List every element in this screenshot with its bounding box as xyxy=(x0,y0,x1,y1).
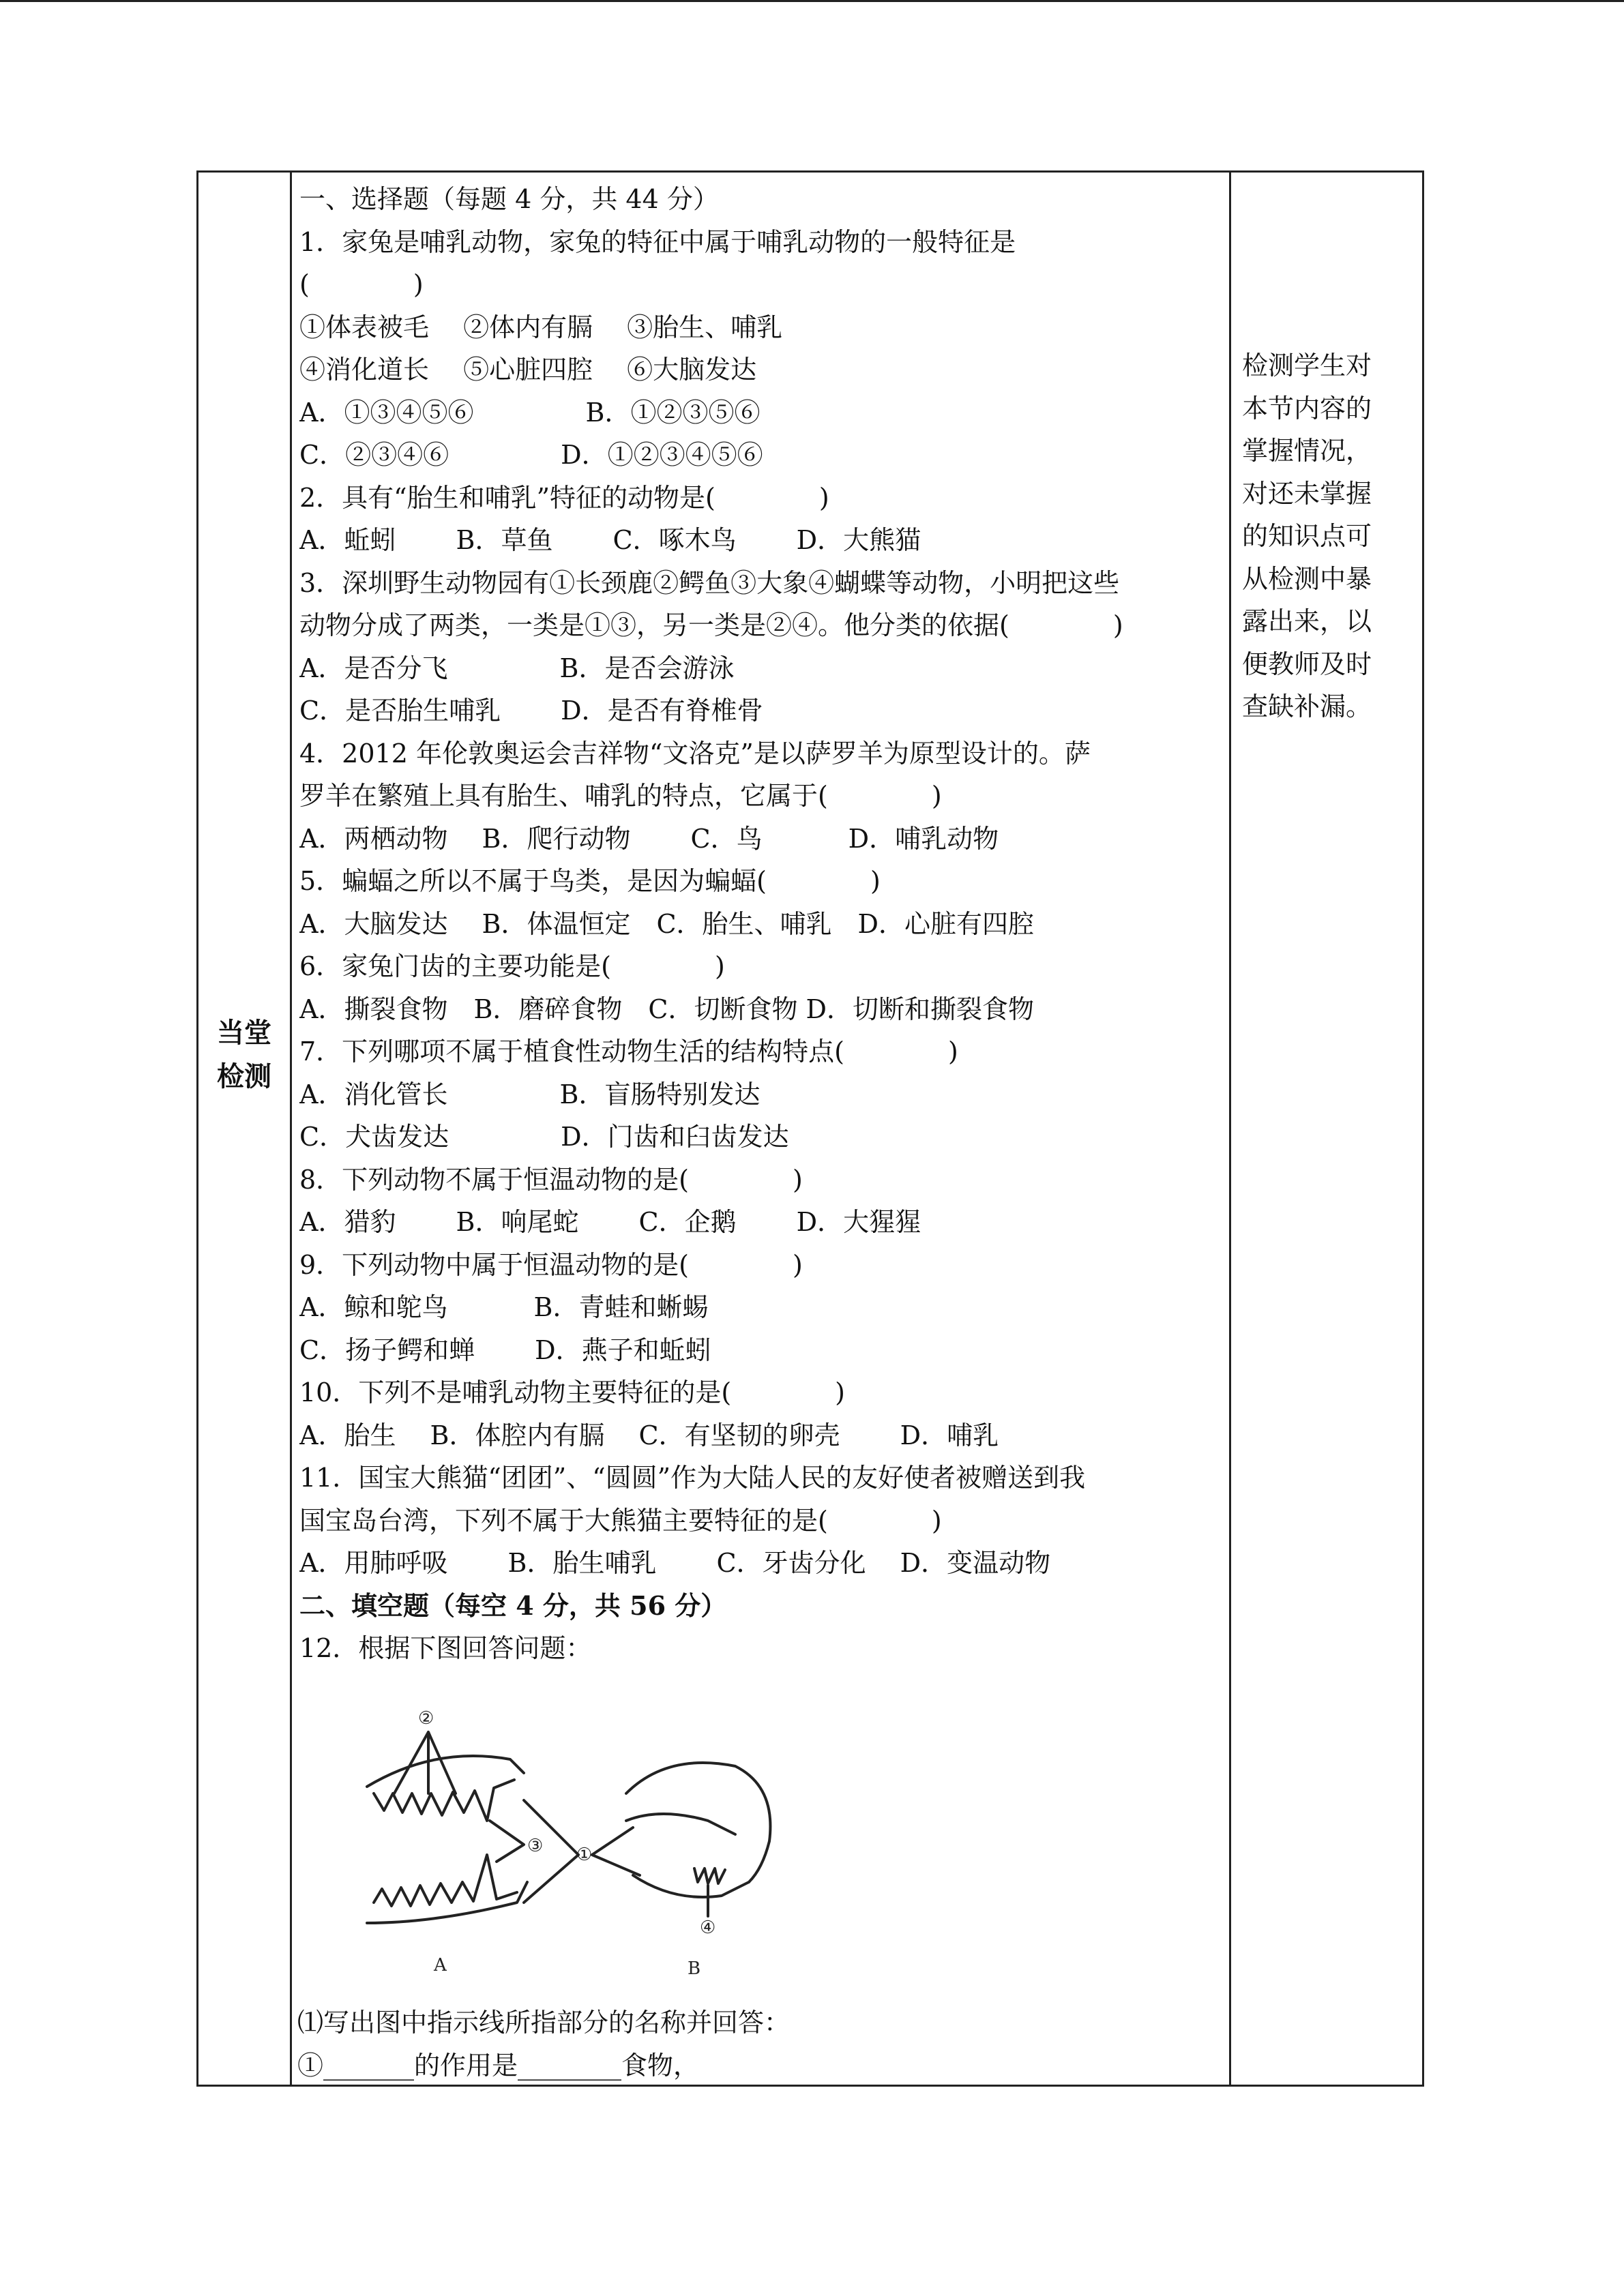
text-line: A．是否分飞 B．是否会游泳 xyxy=(299,653,735,683)
molars-b xyxy=(694,1868,725,1883)
after-figure-content xyxy=(297,2001,1222,2087)
text-line: 7．下列哪项不属于植食性动物生活的结构特点( ) xyxy=(299,1037,958,1067)
text-line: ( ) xyxy=(299,269,424,299)
note-line: 检测学生对 xyxy=(1242,351,1372,381)
column-divider-left xyxy=(290,173,292,2085)
text-line: A．两栖动物 B．爬行动物 C．鸟 D．哺乳动物 xyxy=(299,823,999,854)
text-line: 8．下列动物不属于恒温动物的是( ) xyxy=(299,1164,803,1195)
text-line: A．鲸和鸵鸟 B．青蛙和蜥蜴 xyxy=(299,1292,709,1322)
text-line: 动物分成了两类，一类是①③，另一类是②④。他分类的依据( ) xyxy=(299,610,1123,640)
text-line: A．蚯蚓 B．草鱼 C．啄木鸟 D．大熊猫 xyxy=(299,525,921,555)
text-line: A．胎生 B．体腔内有膈 C．有坚韧的卵壳 D．哺乳 xyxy=(299,1420,999,1450)
note-line: 露出来，以 xyxy=(1242,606,1372,636)
text-line: 一、选择题（每题 4 分，共 44 分） xyxy=(299,184,719,214)
leader-3 xyxy=(490,1821,524,1862)
note-lines xyxy=(1242,344,1417,728)
note-line: 便教师及时 xyxy=(1242,648,1372,679)
quiz-content xyxy=(299,178,1224,1670)
text-line: A．①③④⑤⑥ B．①②③⑤⑥ xyxy=(299,397,761,428)
teeth-figure xyxy=(353,1698,790,1984)
section-label-top: 当堂 xyxy=(217,1017,271,1049)
text-line: 11．国宝大熊猫“团团”、“圆圆”作为大陆人民的友好使者被赠送到我 xyxy=(299,1463,1086,1493)
text-line: 2．具有“胎生和哺乳”特征的动物是( ) xyxy=(299,482,829,513)
text-line: C．是否胎生哺乳 D．是否有脊椎骨 xyxy=(299,696,763,726)
text-line: 12．根据下图回答问题： xyxy=(299,1633,592,1663)
text-line: 4．2012 年伦敦奥运会吉祥物“文洛克”是以萨罗羊为原型设计的。萨 xyxy=(299,738,1091,769)
lower-jaw-b xyxy=(633,1875,749,1897)
marker-1: ① xyxy=(576,1845,593,1865)
label-b: B xyxy=(688,1958,701,1979)
text-line: A．撕裂食物 B．磨碎食物 C．切断食物 D．切断和撕裂食物 xyxy=(299,994,1034,1024)
section-label xyxy=(198,1011,290,1099)
text-line: A．用肺呼吸 B．胎生哺乳 C．牙齿分化 D．变温动物 xyxy=(299,1548,1051,1578)
note-line: 掌握情况， xyxy=(1242,436,1372,466)
note-line: 本节内容的 xyxy=(1242,393,1372,423)
note-line: 的知识点可 xyxy=(1242,521,1372,551)
text-line: 9．下列动物中属于恒温动物的是( ) xyxy=(299,1249,803,1280)
marker-3: ③ xyxy=(527,1836,544,1856)
marker-4: ④ xyxy=(700,1918,716,1938)
note-line: 对还未掌握 xyxy=(1242,478,1372,509)
label-a: A xyxy=(434,1955,447,1976)
marker-2: ② xyxy=(418,1708,434,1729)
text-line: 6．家兔门齿的主要功能是( ) xyxy=(299,951,725,981)
skull-b xyxy=(626,1763,770,1882)
page-top-edge xyxy=(0,0,1624,2)
text-line: C．犬齿发达 D．门齿和臼齿发达 xyxy=(299,1122,789,1152)
text-line: 3．深圳野生动物园有①长颈鹿②鳄鱼③大象④蝴蝶等动物，小明把这些 xyxy=(299,567,1120,598)
text-line: ①_______的作用是________食物， xyxy=(297,2050,700,2081)
teaching-note xyxy=(1242,344,1417,728)
text-line: C．②③④⑥ D．①②③④⑤⑥ xyxy=(299,440,763,470)
teeth-diagram xyxy=(353,1698,790,1984)
leader-1-right xyxy=(592,1828,640,1875)
text-line: 罗羊在繁殖上具有胎生、哺乳的特点，它属于( ) xyxy=(299,781,942,811)
text-line: 国宝岛台湾，下列不属于大熊猫主要特征的是( ) xyxy=(299,1505,942,1536)
text-line: ①体表被毛 ②体内有膈 ③胎生、哺乳 xyxy=(299,312,783,342)
text-line: 5．蝙蝠之所以不属于鸟类，是因为蝙蝠( ) xyxy=(299,866,881,896)
upper-jaw-b xyxy=(626,1814,735,1834)
text-line: A．消化管长 B．盲肠特别发达 xyxy=(299,1079,761,1109)
text-line: ⑴写出图中指示线所指部分的名称并回答： xyxy=(297,2008,791,2038)
text-line: ④消化道长 ⑤心脏四腔 ⑥大脑发达 xyxy=(299,355,757,385)
after-figure-lines xyxy=(297,2001,1222,2087)
text-line: 1．家兔是哺乳动物，家兔的特征中属于哺乳动物的一般特征是 xyxy=(299,226,1016,257)
section-label-bottom: 检测 xyxy=(217,1061,271,1092)
text-line: 10．下列不是哺乳动物主要特征的是( ) xyxy=(299,1377,846,1407)
note-line: 查缺补漏。 xyxy=(1242,691,1372,721)
question-lines xyxy=(299,178,1224,1670)
text-line: A．猎豹 B．响尾蛇 C．企鹅 D．大猩猩 xyxy=(299,1207,921,1237)
note-line: 从检测中暴 xyxy=(1242,563,1372,594)
column-divider-right xyxy=(1229,173,1231,2085)
text-line: C．扬子鳄和蝉 D．燕子和蚯蚓 xyxy=(299,1335,711,1365)
upper-teeth-a xyxy=(374,1780,514,1821)
text-line: 二、填空题（每空 4 分，共 56 分） xyxy=(299,1590,727,1621)
text-line: A．大脑发达 B．体温恒定 C．胎生、哺乳 D．心脏有四腔 xyxy=(299,908,1034,939)
